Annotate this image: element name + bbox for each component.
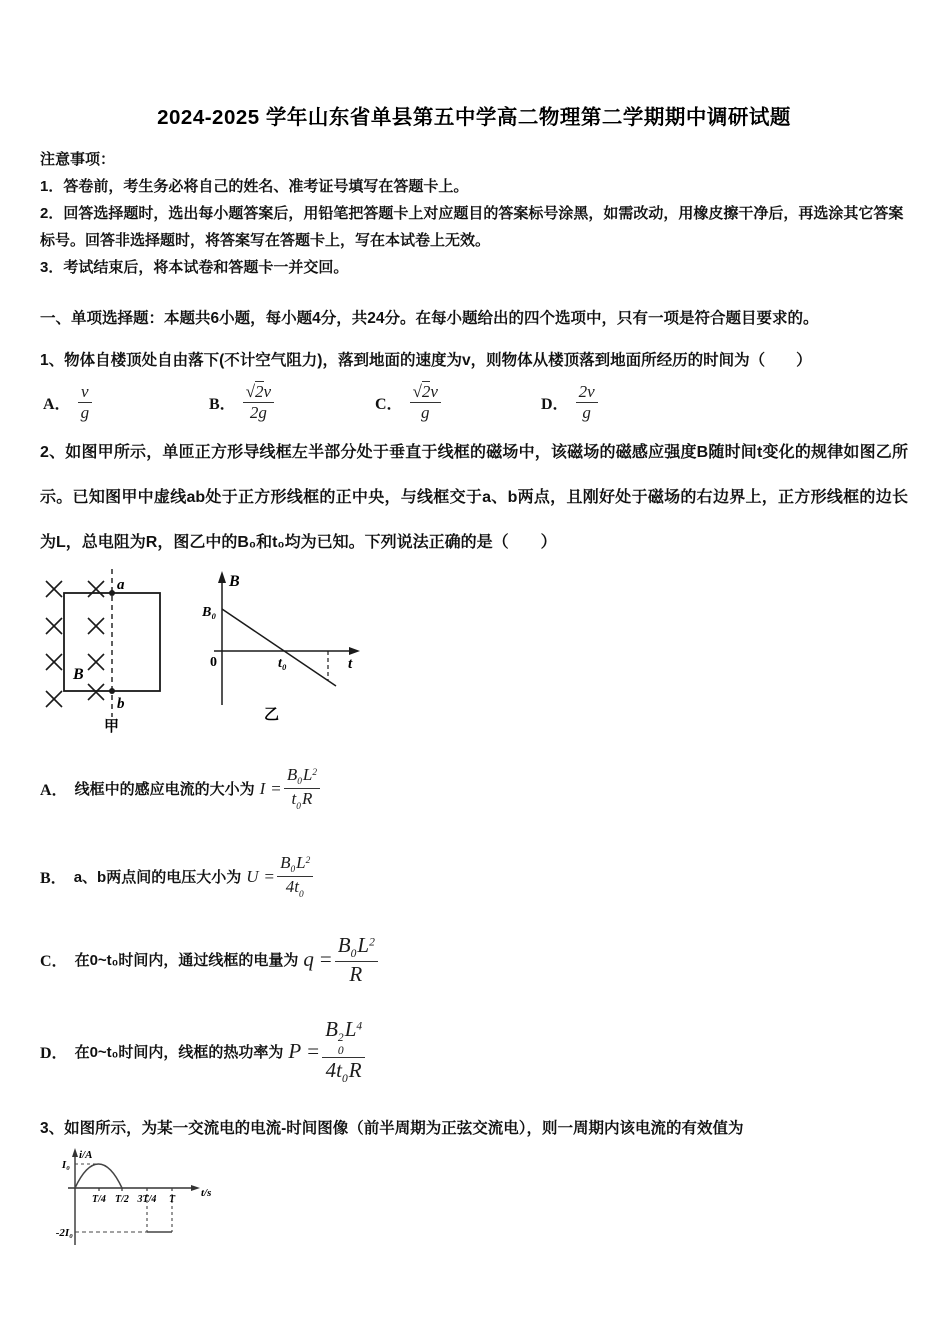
option-text: 在0~t₀时间内，线框的热功率为 (74, 1043, 284, 1061)
axis-y-arrow (218, 571, 226, 583)
axis-x-label: t/s (201, 1186, 212, 1199)
q2-option-b (40, 853, 908, 901)
question-1-stem: 1、物体自楼顶处自由落下(不计空气阻力)，落到地面的速度为v，则物体从楼顶落到地面所经历的时间为（ ） (40, 352, 812, 369)
sine-half-cycle-curve (75, 1164, 122, 1188)
figure-q3-current-time-graph (52, 1148, 220, 1254)
axis-y-label: B (229, 572, 240, 590)
option-formula: q = B 0 $L^2$ R (303, 933, 377, 987)
cross-mark (88, 684, 104, 700)
q1-option-c (375, 382, 541, 424)
axis-y-arrow (72, 1148, 78, 1157)
t-tick-label: T (168, 1193, 176, 1205)
point-b-label: b (117, 695, 125, 712)
notice-item-3: 3．考试结束后，将本试卷和答题卡一并交回。 (40, 259, 349, 276)
option-formula: $\frac{√2v}{2g}$ (243, 382, 274, 424)
cross-mark (46, 691, 62, 707)
notice-item-2: 2．回答选择题时，选出每小题答案后，用铅笔把答题卡上对应题目的答案标号涂黑，如需改动，用橡皮擦干净后，再选涂其它答案标号。回答非选择题时，将答案写在答题卡上，写在本试卷上无效。 (40, 205, 904, 249)
cross-mark (88, 618, 104, 634)
figure-yi-caption: 乙 (264, 705, 280, 723)
option-formula: I = B 0 $L^2$ t 0 R (260, 765, 320, 813)
option-formula: P = B 2 0 $L^4$ 4t 0 R (288, 1017, 365, 1086)
point-a-label: a (117, 576, 125, 593)
axis-x-arrow (191, 1185, 200, 1191)
notice-section (40, 146, 908, 281)
question-3-stem: 3、如图所示，为某一交流电的电流-时间图像（前半周期为正弦交流电），则一周期内该电流的有效值为 (40, 1119, 744, 1137)
option-label: D． (40, 1044, 68, 1062)
option-label: B． (40, 870, 67, 888)
q2-option-c (40, 933, 908, 987)
b-vs-t-line (222, 609, 336, 686)
cross-mark (88, 581, 104, 597)
option-formula: $\frac{v}{g}$ (78, 382, 93, 424)
option-label: A． (43, 396, 71, 414)
figure-yi-bt-graph (202, 571, 374, 723)
point-a-dot (109, 590, 115, 596)
cross-mark (88, 654, 104, 670)
option-formula: U = B 0 $L^2$ 4t 0 (246, 853, 313, 901)
point-b-dot (109, 688, 115, 694)
q2-option-a (40, 765, 908, 813)
cross-mark (46, 654, 62, 670)
option-label: C． (375, 396, 403, 414)
option-text: a、b两点间的电压大小为 (73, 869, 242, 887)
option-text: 线框中的感应电流的大小为 (74, 781, 255, 799)
option-label: C． (40, 953, 68, 971)
page-title: 2024-2025 学年山东省单县第五中学高二物理第二学期期中调研试题 (157, 106, 791, 129)
b0-tick-label: B₀ (202, 604, 217, 620)
field-cross-marks (46, 581, 104, 707)
q2-option-d (40, 1017, 908, 1086)
t4-tick-label: T/4 (92, 1193, 106, 1205)
t0-tick-label: t₀ (278, 655, 287, 671)
q1-option-a (43, 382, 209, 424)
section-heading: 一、单项选择题：本题共6小题，每小题4分，共24分。在每小题给出的四个选项中，只有一项是符合题目要求的。 (40, 310, 819, 327)
notice-item-1: 1．答卷前，考生务必将自己的姓名、准考证号填写在答题卡上。 (40, 178, 469, 195)
field-B-label: B (73, 665, 84, 683)
option-formula: $\frac{2v}{g}$ (576, 382, 598, 424)
t2-tick-label: T/2 (115, 1193, 129, 1205)
axis-x-label: t (348, 655, 353, 672)
question-2-figures (40, 567, 908, 735)
notice-heading: 注意事项： (40, 151, 116, 168)
cross-mark (46, 618, 62, 634)
origin-label: 0 (210, 654, 217, 670)
figure-jia-caption: 甲 (104, 717, 120, 735)
q1-option-d (541, 382, 707, 424)
cross-mark (46, 581, 62, 597)
option-label: A． (40, 782, 68, 800)
option-text: 在0~t₀时间内，通过线框的电量为 (74, 952, 299, 970)
q1-option-b (209, 382, 375, 424)
option-formula: $\frac{√2v}{g}$ (410, 382, 441, 424)
axis-x-arrow (349, 647, 360, 655)
neg2i0-tick-label: -2I₀ (55, 1226, 73, 1239)
figure-jia-loop-diagram (40, 567, 192, 735)
option-label: D． (541, 396, 569, 414)
axis-y-label: i/A (79, 1148, 93, 1161)
question-1-options (43, 382, 908, 424)
i0-tick-label: I₀ (61, 1158, 70, 1171)
question-2-stem: 2、如图甲所示，单匝正方形导线框左半部分处于垂直于线框的磁场中，该磁场的磁感应强度B随时间t变化的规律如图乙所示。已知图甲中虚线ab处于正方形线框的正中央，与线框交于a、b两点，且刚好处于磁场的右边界上，正方形线框的边长为L，总电阻为R，图乙中的B₀和t₀均为已知。下列说法正确的是（ ） (40, 443, 908, 551)
option-label: B． (209, 396, 236, 414)
3t4-tick-label: 3T/4 (137, 1193, 157, 1205)
